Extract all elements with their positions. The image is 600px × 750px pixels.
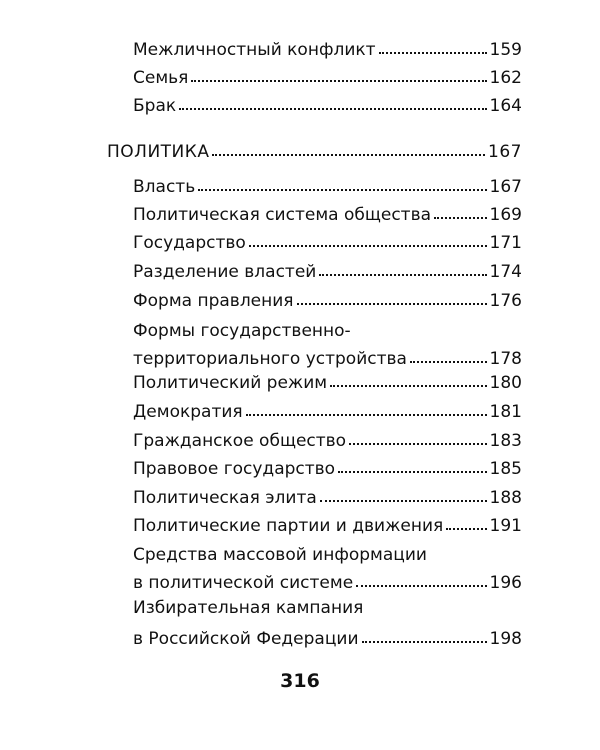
toc-entry-page: 185 — [489, 459, 522, 479]
toc-entry — [133, 427, 522, 455]
toc-entry-page: 171 — [489, 233, 522, 253]
toc-entry — [133, 541, 522, 597]
toc-entry — [133, 398, 522, 426]
toc-entry-title: в Российской Федерации — [133, 629, 359, 649]
leader-dots — [179, 104, 486, 110]
toc-entry — [133, 229, 522, 257]
toc-entry-title: Государство — [133, 233, 246, 253]
leader-dots — [191, 76, 486, 82]
toc-entry — [133, 369, 522, 397]
toc-entry — [133, 36, 522, 64]
leader-dots — [434, 213, 487, 219]
toc-entry-page: 180 — [489, 373, 522, 393]
toc-entry-page: 174 — [489, 262, 522, 282]
toc-entry-page: 198 — [489, 629, 522, 649]
toc-entry-page: 191 — [489, 516, 522, 536]
toc-entry — [133, 92, 522, 120]
leader-dots — [356, 581, 486, 587]
toc-entry — [133, 484, 522, 512]
section-title: ПОЛИТИКА — [107, 142, 210, 162]
toc-entry-page: 188 — [489, 488, 522, 508]
toc-entry — [133, 173, 522, 201]
leader-dots — [410, 357, 487, 363]
leader-dots — [319, 270, 486, 276]
toc-entry-title-line1: Избирательная кампания — [133, 598, 364, 618]
toc-entry-page: 183 — [489, 431, 522, 451]
toc-entry-title: Гражданское общество — [133, 431, 347, 451]
leader-dots — [297, 299, 487, 305]
leader-dots — [446, 524, 486, 530]
toc-entry-title: территориального устройства — [133, 349, 407, 369]
toc-entry — [133, 455, 522, 483]
leader-dots — [362, 637, 487, 643]
section-page: 167 — [488, 142, 522, 162]
toc-entry-title: Семья — [133, 68, 189, 88]
leader-dots — [349, 439, 486, 445]
toc-entry-page: 196 — [489, 573, 522, 593]
toc-entry-title: Власть — [133, 177, 196, 197]
toc-entry — [133, 287, 522, 315]
leader-dots — [320, 496, 487, 502]
leader-dots — [338, 467, 486, 473]
toc-entry-title: Брак — [133, 96, 177, 116]
toc-entry-page: 162 — [489, 68, 522, 88]
toc-entry-title: Политическая элита — [133, 488, 317, 508]
toc-entry — [133, 64, 522, 92]
toc-entry-title: Политические партии и движения — [133, 516, 444, 536]
toc-entry-title: Разделение властей — [133, 262, 317, 282]
leader-dots — [249, 241, 487, 247]
toc-entry-page: 181 — [489, 402, 522, 422]
toc-entry-title: Правовое государство — [133, 459, 336, 479]
leader-dots — [212, 150, 485, 156]
toc-entry-page: 167 — [489, 177, 522, 197]
leader-dots — [379, 48, 487, 54]
toc-entry-title: Межличностный конфликт — [133, 40, 376, 60]
toc-entry-title-line1: Формы государственно- — [133, 321, 351, 341]
toc-entry-page: 178 — [489, 349, 522, 369]
toc-entry — [133, 512, 522, 540]
toc-entry-title: в политической системе — [133, 573, 354, 593]
toc-entry-title-line1: Средства массовой информации — [133, 545, 427, 565]
toc-entry-page: 176 — [489, 291, 522, 311]
toc-entry-title: Демократия — [133, 402, 243, 422]
toc-entry-page: 159 — [489, 40, 522, 60]
toc-entry-page: 169 — [489, 205, 522, 225]
toc-entry — [133, 317, 522, 373]
toc-entry-title: Политический режим — [133, 373, 328, 393]
toc-section-heading — [107, 138, 522, 166]
toc-entry-page: 164 — [489, 96, 522, 116]
toc-entry — [133, 201, 522, 229]
page-number: 316 — [280, 670, 320, 692]
leader-dots — [330, 381, 486, 387]
leader-dots — [198, 185, 486, 191]
toc-entry-title: Форма правления — [133, 291, 294, 311]
toc-entry — [133, 258, 522, 286]
toc-entry — [133, 594, 522, 653]
toc-entry-title: Политическая система общества — [133, 205, 432, 225]
leader-dots — [246, 410, 487, 416]
